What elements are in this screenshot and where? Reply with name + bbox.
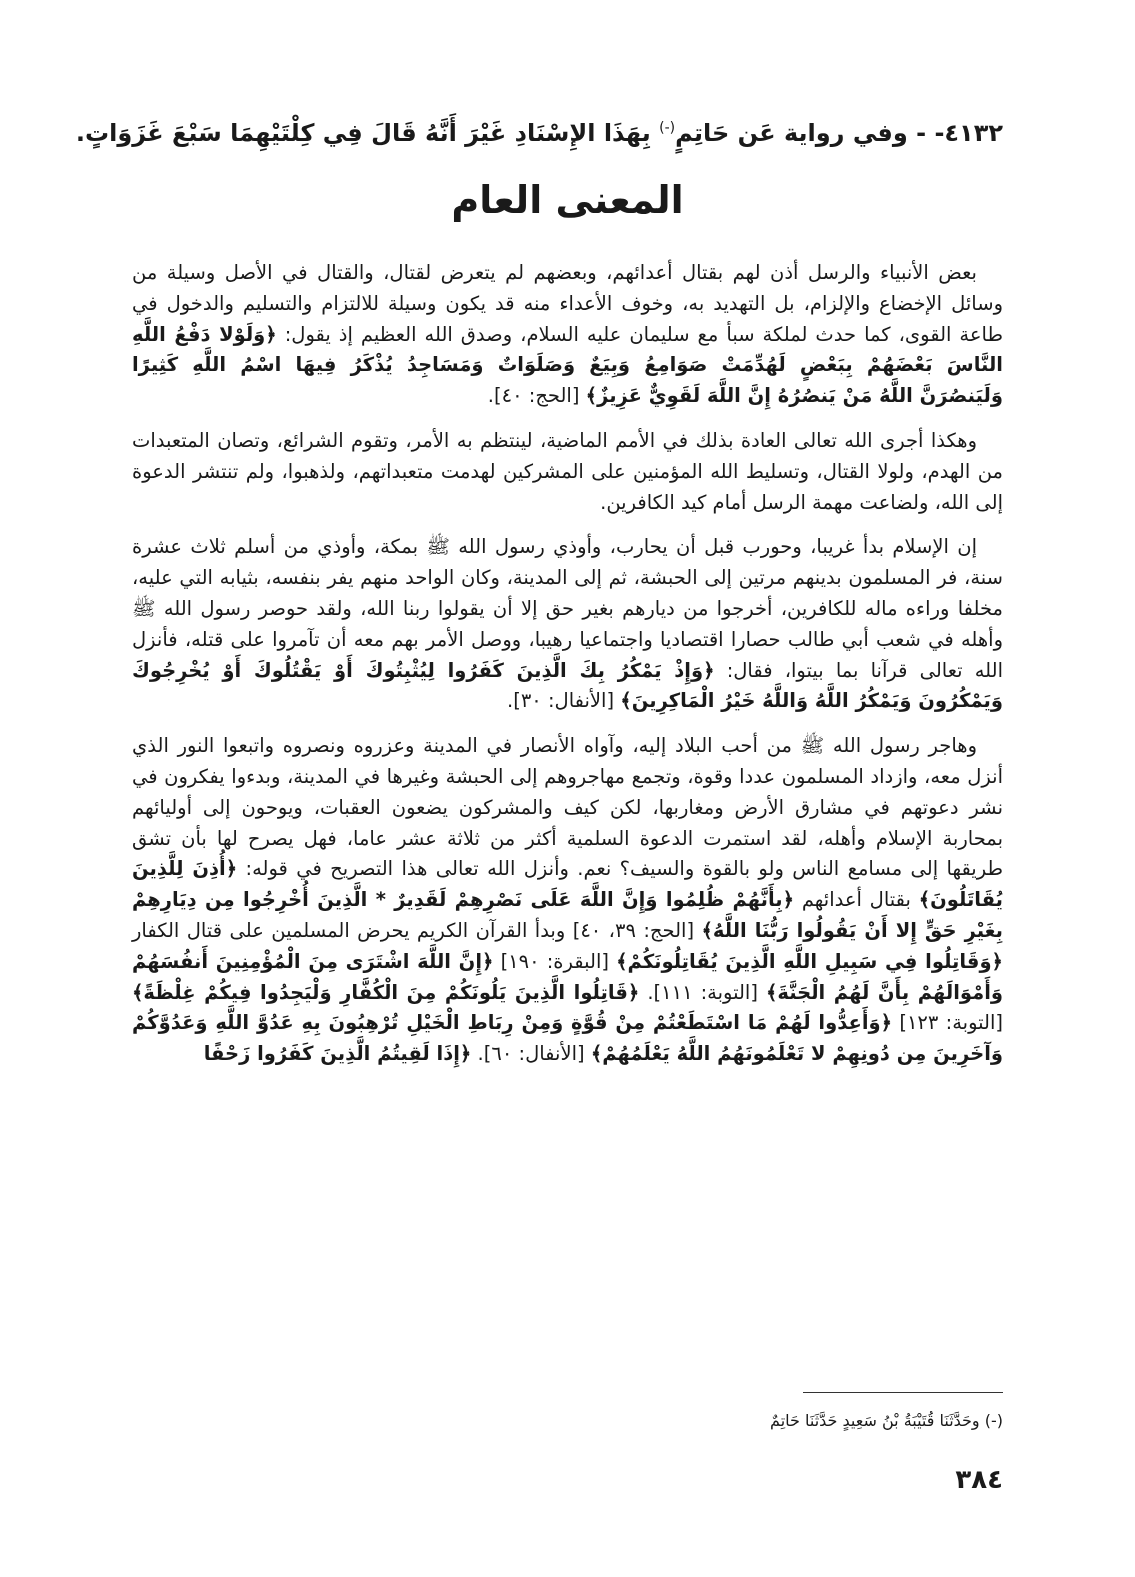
quran-quote: ﴿وَقَاتِلُوا فِي سَبِيلِ اللَّهِ الَّذِينَ يُقَاتِلُونَكُمْ﴾ bbox=[616, 949, 1003, 973]
paragraph-2 bbox=[132, 426, 1003, 518]
quran-quote: ﴿وَلَوْلا دَفْعُ اللَّهِ النَّاسَ بَعْضَهُمْ بِبَعْضٍ لَهُدِّمَتْ صَوَامِعُ وَبِيَعٌ وَصَلَوَاتٌ وَمَسَاجِدُ يُذْكَرُ فِيهَا اسْمُ اللَّهِ كَثِيرًا وَلَيَنصُرَنَّ اللَّهُ مَنْ يَنصُرُهُ إِنَّ اللَّهَ لَقَوِيٌّ عَزِيزٌ﴾ bbox=[132, 322, 1003, 408]
quran-quote: ﴿أُذِنَ لِلَّذِينَ يُقَاتَلُونَ﴾ bbox=[132, 857, 1003, 912]
quran-quote: ﴿وَإِذْ يَمْكُرُ بِكَ الَّذِينَ كَفَرُوا لِيُثْبِتُوكَ أَوْ يَقْتُلُوكَ أَوْ يُخْرِجُوكَ وَيَمْكُرُونَ وَيَمْكُرُ اللَّهُ وَاللَّهُ خَيْرُ الْمَاكِرِينَ﴾ bbox=[132, 658, 1003, 713]
paragraph-4 bbox=[132, 731, 1003, 1070]
quran-reference: [الأنفال: ٣٠]. bbox=[507, 689, 615, 713]
hadith-line-start: ٤١٣٢- - وفي رواية عَن حَاتِمٍ bbox=[675, 119, 1003, 147]
quran-reference: [البقرة: ١٩٠] bbox=[500, 949, 609, 973]
paragraph-4-text: وهاجر رسول الله ﷺ من أحب البلاد إليه، وآواه الأنصار في المدينة وعزروه ونصروه واتبعوا النور الذي أنزل معه، وازداد المسلمون عددا وقوة، وتجمع مهاجروهم إلى الحبشة وغيرها في المدينة، وبدءوا يفكرون في نشر دعوتهم في مشارق الأرض ومغاربها، لكن كيف والمشركون يضعون العقبات، ويوحون إلى أوليائهم بمحاربة الإسلام وأهله، لقد استمرت الدعوة السلمية أكثر من ثلاثة عشر عاما، فهل يصرح لها بأن تشق طريقها إلى مسامع الناس ولو بالقوة والسيف؟ نعم. وأنزل الله تعالى هذا التصريح في قوله: bbox=[132, 734, 1004, 881]
quran-quote: ﴿بِأَنَّهُمْ ظُلِمُوا وَإِنَّ اللَّهَ عَلَى نَصْرِهِمْ لَقَدِيرٌ * الَّذِينَ أُخْرِجُوا مِن دِيَارِهِمْ بِغَيْرِ حَقٍّ إِلا أَنْ يَقُولُوا رَبُّنَا اللَّهُ﴾ bbox=[132, 888, 1003, 942]
paragraph-4-mid: بقتال أعدائهم bbox=[801, 888, 911, 912]
paragraph-3-text: إن الإسلام بدأ غريبا، وحورب قبل أن يحارب، وأوذي رسول الله ﷺ بمكة، وأوذي من أسلم ثلاث عشرة سنة، فر المسلمون بدينهم مرتين إلى الحبشة، ثم إلى المدينة، وكان الواحد منهم يفر بنفسه، بثيابه التي عليه، مخلفا وراءه ماله للكافرين، أخرجوا من ديارهم بغير حق إلا أن يقولوا ربنا الله، ولقد حوصر رسول الله ﷺ وأهله في شعب أبي طالب حصارا اقتصاديا واجتماعيا رهيبا، ووصل الأمر بهم معه أن تآمروا على قتله، فأنزل الله تعالى قرآنا بما بيتوا، فقال: bbox=[132, 535, 1003, 682]
paragraph-1-text: بعض الأنبياء والرسل أذن لهم بقتال أعدائهم، وبعضهم لم يتعرض لقتال، والقتال في الأصل وسيلة من وسائل الإخضاع والإلزام، بل التهديد به، وخوف الأعداء منه قد يكون وسيلة للالتزام والتسليم والدخول في طاعة القوى، كما حدث لملكة سبأ مع سليمان عليه السلام، وصدق الله العظيم إذ يقول: bbox=[132, 261, 1003, 346]
hadith-line bbox=[75, 108, 1003, 153]
paragraph-3 bbox=[132, 532, 1003, 717]
footnote-divider bbox=[803, 1392, 1003, 1393]
paragraph-4-mid: وبدأ القرآن الكريم يحرض المسلمين على قتال الكفار bbox=[132, 918, 566, 942]
quran-quote: ﴿إِذَا لَقِيتُمُ الَّذِينَ كَفَرُوا زَحْفًا bbox=[203, 1042, 472, 1066]
page-number: ٣٨٤ bbox=[955, 1465, 1003, 1495]
quran-quote: ﴿إِنَّ اللَّهَ اشْتَرَى مِنَ الْمُؤْمِنِينَ أَنفُسَهُمْ وَأَمْوَالَهُمْ بِأَنَّ لَهُمُ الْجَنَّةَ﴾ bbox=[132, 949, 1004, 1004]
quran-reference: [الحج: ٣٩، ٤٠] bbox=[572, 918, 695, 942]
hadith-line-rest: بِهَذَا الإِسْنَادِ غَيْرَ أَنَّهُ قَالَ فِي كِلْتَيْهِمَا سَبْعَ غَزَوَاتٍ. bbox=[75, 119, 651, 147]
quran-reference: [الأنفال: ٦٠]. bbox=[477, 1042, 585, 1066]
quran-reference: [التوبة: ١٢٣] bbox=[899, 1011, 1004, 1035]
quran-reference: [الحج: ٤٠]. bbox=[487, 384, 580, 408]
footnote: (-) وحَدَّثَنَا قُتَيْبَةُ بْنُ سَعِيدٍ حَدَّثَنَا حَاتِمٌ bbox=[770, 1411, 1003, 1430]
footnote-marker[interactable]: (-) bbox=[659, 120, 676, 136]
paragraph-1 bbox=[132, 258, 1003, 412]
paragraph-2-text: وهكذا أجرى الله تعالى العادة بذلك في الأمم الماضية، لينتظم به الأمر، وتقوم الشرائع، وتصان المتعبدات من الهدم، ولولا القتال، وتسليط الله المؤمنين على المشركين لهدمت متعبداتهم، ولذهبوا، ولم تنتشر الدعوة إلى الله، ولضاعت مهمة الرسل أمام كيد الكافرين. bbox=[132, 428, 1003, 514]
section-title: المعنى العام bbox=[451, 178, 684, 222]
quran-quote: ﴿وَأَعِدُّوا لَهُمْ مَا اسْتَطَعْتُمْ مِنْ قُوَّةٍ وَمِنْ رِبَاطِ الْخَيْلِ تُرْهِبُونَ بِهِ عَدُوَّ اللَّهِ وَعَدُوَّكُمْ وَآخَرِينَ مِن دُونِهِمْ لا تَعْلَمُونَهُمُ اللَّهُ يَعْلَمُهُمْ﴾ bbox=[132, 1011, 1003, 1066]
quran-reference: [التوبة: ١١١]. bbox=[647, 980, 758, 1004]
body-text bbox=[132, 258, 1003, 1084]
quran-quote: ﴿قَاتِلُوا الَّذِينَ يَلُونَكُمْ مِنَ الْكُفَّارِ وَلْيَجِدُوا فِيكُمْ غِلْظَةً﴾ bbox=[132, 980, 640, 1004]
